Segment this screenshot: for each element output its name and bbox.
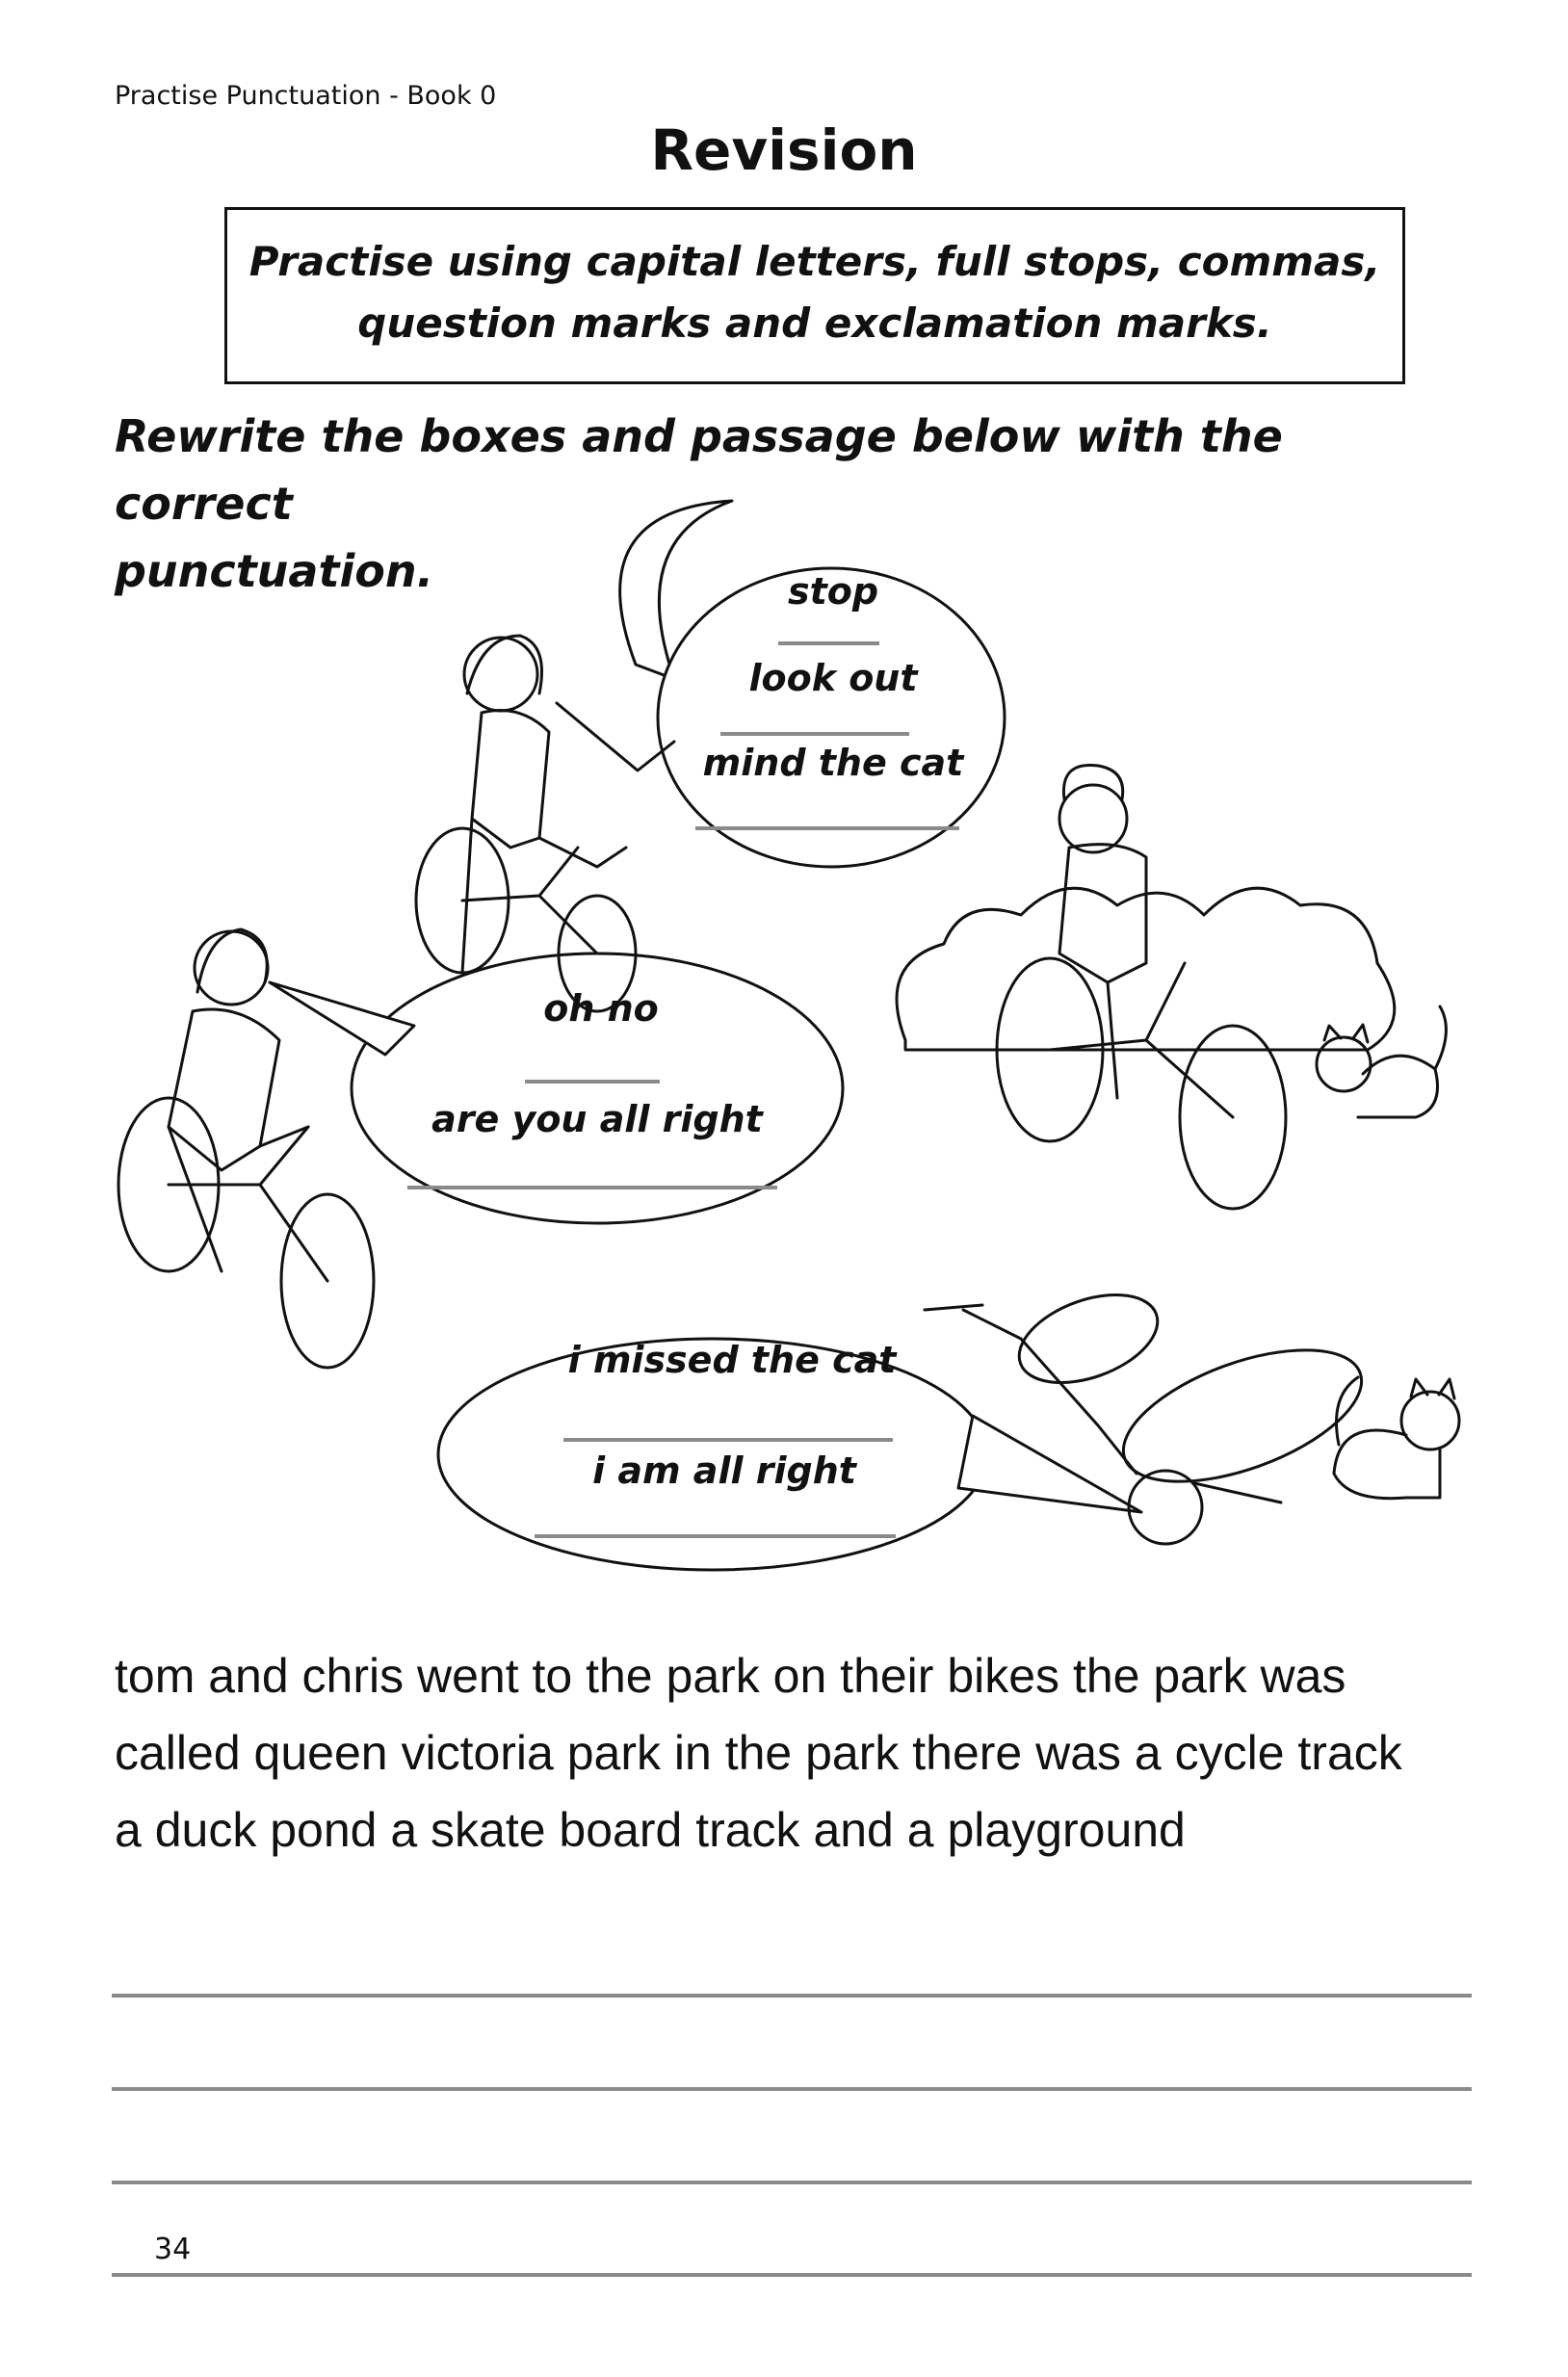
instruction-line-1: Practise using capital letters, full stops, commas, xyxy=(248,238,1381,285)
page-title: Revision xyxy=(650,118,918,183)
bubble-left-text-2: are you all right xyxy=(431,1098,763,1140)
task-line-2: punctuation. xyxy=(115,545,434,597)
fallen-cyclist-figure xyxy=(925,1278,1459,1544)
task-line-1: Rewrite the boxes and passage below with the correct xyxy=(115,410,1283,530)
cyclist-right-figure xyxy=(897,765,1446,1209)
bubble-top-text-1: stop xyxy=(787,570,879,613)
writing-line-4[interactable] xyxy=(112,2273,1472,2277)
bubble-left-text-1: oh no xyxy=(543,987,659,1030)
instruction-line-2: question marks and exclamation marks. xyxy=(357,300,1272,347)
writing-line-2[interactable] xyxy=(112,2087,1472,2091)
bubble-top-text-2: look out xyxy=(748,657,918,699)
bubble-bottom-text-1: i missed the cat xyxy=(567,1339,897,1381)
book-label: Practise Punctuation - Book 0 xyxy=(115,81,497,111)
bubble-top-text-3: mind the cat xyxy=(702,742,964,784)
cat-bottom xyxy=(1334,1377,1459,1499)
passage-line-1: tom and chris went to the park on their bikes the park was xyxy=(115,1649,1346,1703)
page-number: 34 xyxy=(154,2233,192,2266)
writing-line-1[interactable] xyxy=(112,1994,1472,1998)
bubble-bottom-text-2: i am all right xyxy=(592,1450,856,1492)
speech-bubble-top-shape xyxy=(658,568,1005,867)
cyclist-left-figure xyxy=(118,929,374,1368)
writing-line-3[interactable] xyxy=(112,2181,1472,2184)
passage xyxy=(115,1637,1482,1868)
passage-line-2: called queen victoria park in the park there was a cycle track xyxy=(115,1726,1402,1780)
passage-line-3: a duck pond a skate board track and a playground xyxy=(115,1803,1186,1857)
